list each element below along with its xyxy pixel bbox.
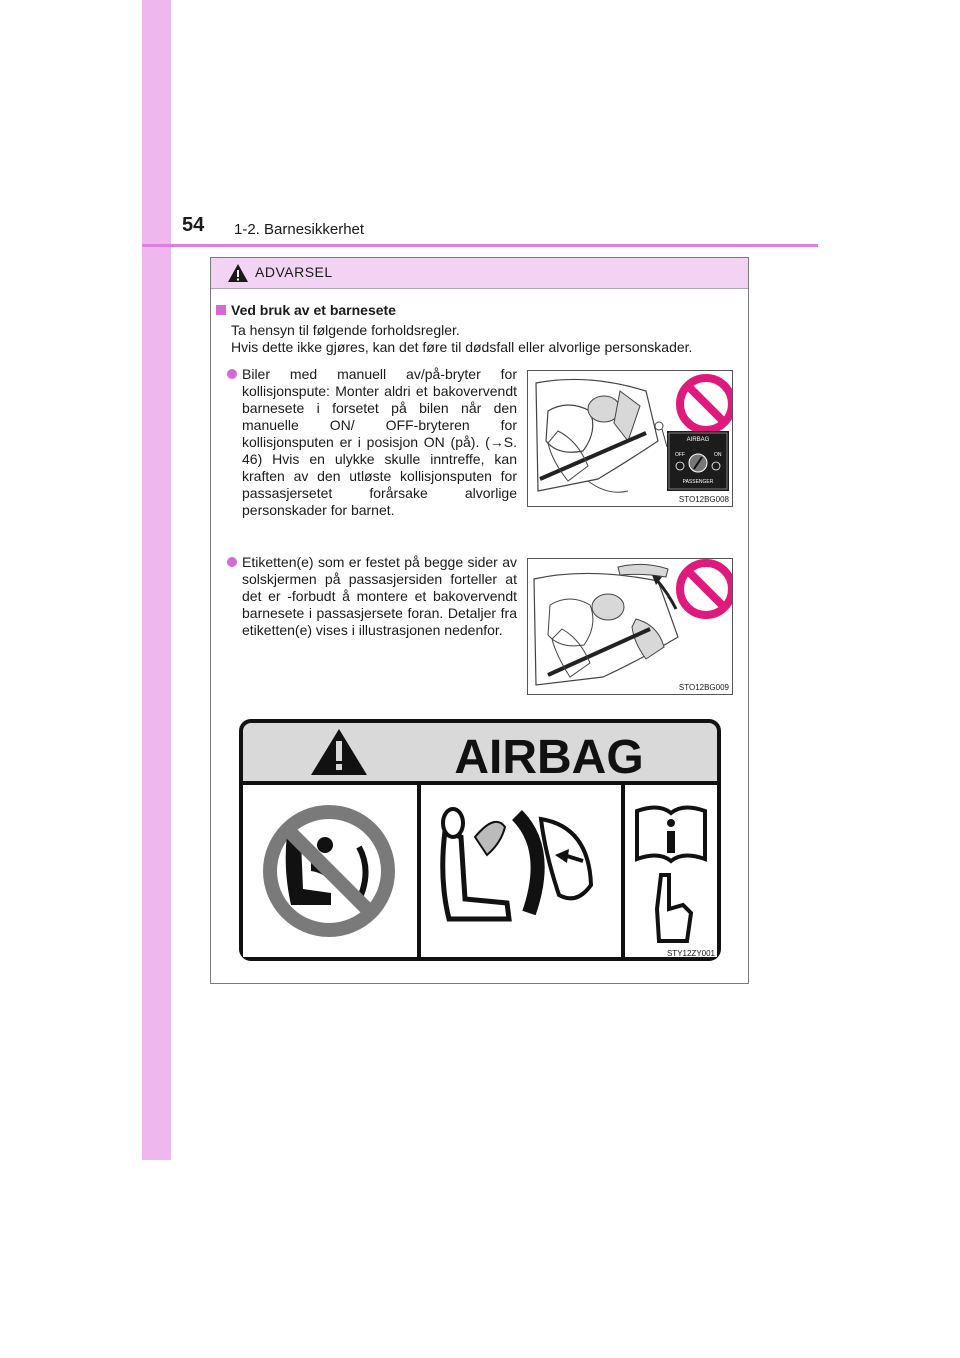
bullet-item xyxy=(227,366,517,519)
no-child-seat-icon xyxy=(263,805,395,937)
warning-subtitle xyxy=(216,302,396,318)
page-number: 54 xyxy=(182,214,205,236)
header-rule xyxy=(142,244,818,247)
image-code: STO12BG009 xyxy=(678,683,729,692)
switch-on-label: ON xyxy=(714,452,722,458)
airbag-label-word: AIRBAG xyxy=(454,731,644,784)
section-title: 1-2. Barnesikkerhet xyxy=(234,221,365,238)
illustration-sun-visor xyxy=(527,558,733,695)
warning-intro xyxy=(231,322,741,356)
switch-off-label: OFF xyxy=(675,452,685,458)
round-bullet-icon xyxy=(227,557,237,567)
bullet-text: Biler med manuell av/på-bryter for kollisjonspute: Monter aldri et bakovervendt barnesete i forsetet på bilen når den manuelle ON/ OFF-bryteren for kollisjonsputen er i posisjon ON (på). (→S. 46) Hvis en ulykke skulle inntreffe, kan kraften av den utløste kollisjonsputen for passasjersetet forårsake alvorlige personskader for barnet. xyxy=(242,366,517,518)
illustration-seat-switch xyxy=(527,370,733,507)
switch-bottom-label: PASSENGER xyxy=(682,479,714,485)
chapter-sidebar xyxy=(142,0,171,1160)
warning-icon xyxy=(227,263,249,283)
image-code: STY12ZY001 xyxy=(666,949,715,958)
intro-line: Hvis dette ikke gjøres, kan det føre til dødsfall eller alvorlige personskader. xyxy=(231,339,693,355)
car-interior-visor-illustration xyxy=(528,559,732,694)
warning-header xyxy=(211,258,748,289)
switch-title: AIRBAG xyxy=(686,437,710,443)
round-bullet-icon xyxy=(227,369,237,379)
bullet-item xyxy=(227,554,517,639)
warning-box xyxy=(210,257,749,984)
bullet-text: Etiketten(e) som er festet på begge sider av solskjermen på passasjersiden forteller at det er -forbudt å montere et bakovervendt barnesete i passasjersete foran. Detaljer fra etiketten(e) vises i illustrasjonen nedenfor. xyxy=(242,554,517,638)
warning-heading: ADVARSEL xyxy=(255,264,333,280)
square-bullet-icon xyxy=(216,305,226,315)
subtitle-text: Ved bruk av et barnesete xyxy=(231,302,396,318)
intro-line: Ta hensyn til følgende forholdsregler. xyxy=(231,322,460,338)
airbag-label-illustration xyxy=(239,719,723,965)
image-code: STO12BG008 xyxy=(678,495,729,504)
airbag-warning-label xyxy=(239,719,723,965)
car-interior-switch-illustration xyxy=(528,371,732,506)
